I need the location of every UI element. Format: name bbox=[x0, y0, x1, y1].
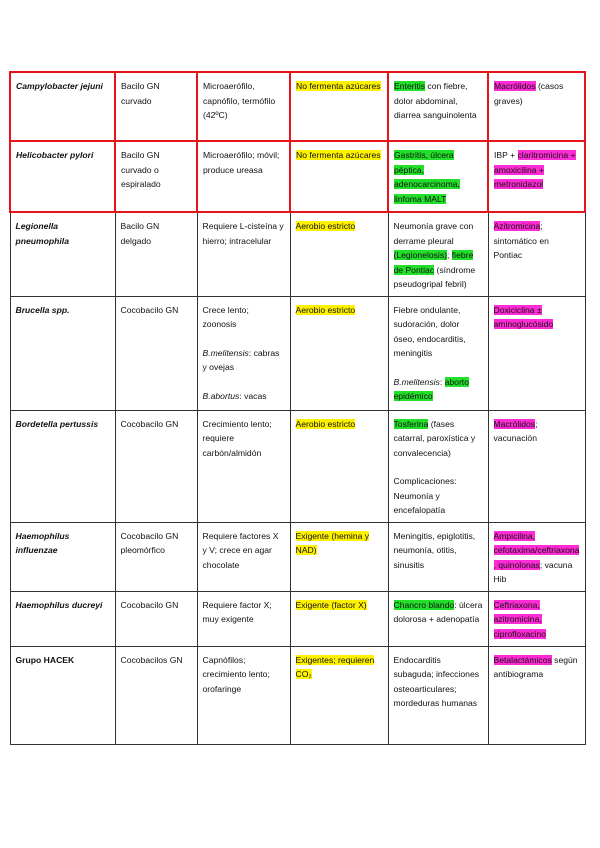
metabolism-cell bbox=[290, 212, 388, 296]
treatment-highlight: Doxiciclina ± aminoglucósido bbox=[493, 304, 554, 329]
treatment-text: ; vacunación bbox=[493, 418, 538, 443]
treatment-highlight: Azitromicina bbox=[493, 221, 541, 231]
growth-text: Crece lento; zoonosis bbox=[202, 304, 249, 329]
table-row bbox=[10, 410, 585, 522]
morphology-cell: Cocobacilo GN bbox=[115, 410, 197, 522]
clinical-text bbox=[394, 417, 483, 461]
growth-cell: Requiere L-cisteína y hierro; intracelular bbox=[197, 212, 290, 296]
clinical-detail: (fases catarral, paroxística y convalecencia) bbox=[393, 418, 476, 458]
table-row bbox=[10, 296, 585, 410]
treatment-highlight: Ampicilina, cefotaxima/ceftriaxona, quinolonas bbox=[493, 530, 580, 570]
treatment-text: según antibiograma bbox=[493, 654, 578, 679]
species-name: B.melitensis bbox=[393, 376, 440, 387]
treatment-cell bbox=[488, 646, 585, 744]
table-row bbox=[10, 646, 585, 744]
growth-detail: : cabras y ovejas bbox=[202, 347, 280, 372]
metabolism-cell bbox=[290, 141, 388, 212]
metabolism-highlight: Exigente (hemina y NAD) bbox=[295, 530, 370, 555]
treatment-cell bbox=[488, 591, 585, 646]
morphology-cell: Cocobacilo GN bbox=[115, 296, 197, 410]
clinical-text bbox=[394, 375, 483, 404]
clinical-sep: : bbox=[439, 376, 445, 387]
table-row bbox=[10, 522, 585, 591]
clinical-text: (síndrome pseudogripal febril) bbox=[393, 264, 476, 289]
table-row bbox=[10, 141, 585, 212]
metabolism-cell bbox=[290, 591, 388, 646]
treatment-text: IBP + bbox=[494, 150, 518, 160]
growth-text bbox=[203, 389, 285, 404]
metabolism-highlight: Exigente (factor X) bbox=[295, 599, 367, 610]
morphology-cell: Cocobacilos GN bbox=[115, 646, 197, 744]
clinical-text: con fiebre, dolor abdominal, diarrea sanguinolenta bbox=[394, 81, 477, 120]
growth-cell: Microaerófilo; móvil; produce ureasa bbox=[197, 141, 290, 212]
morphology-cell: Cocobacilo GN pleomórfico bbox=[115, 522, 197, 591]
clinical-cell bbox=[388, 410, 488, 522]
species-name: B.abortus bbox=[202, 390, 240, 401]
clinical-text: ; bbox=[447, 250, 452, 260]
clinical-highlight: Gastritis, úlcera péptica, adenocarcinoma, linfoma MALT bbox=[394, 150, 460, 204]
metabolism-cell bbox=[290, 296, 388, 410]
morphology-cell: Bacilo GN curvado o espiralado bbox=[115, 141, 197, 212]
treatment-text: ; sintomático en Pontiac bbox=[493, 221, 549, 260]
organism-name: Campylobacter jejuni bbox=[10, 72, 115, 141]
treatment-highlight: Macrólidos bbox=[493, 418, 536, 429]
treatment-highlight: claritromicina + amoxicilina + metronidazol bbox=[494, 150, 576, 189]
treatment-cell bbox=[488, 212, 585, 296]
metabolism-highlight: Aerobio estricto bbox=[295, 304, 356, 315]
organism-name: Helicobacter pylori bbox=[10, 141, 115, 212]
species-name: B.melitensis bbox=[202, 347, 249, 358]
clinical-highlight: Enteritis bbox=[394, 81, 426, 91]
growth-cell: Crecimiento lento; requiere carbón/almidón bbox=[197, 410, 290, 522]
table-row bbox=[10, 591, 585, 646]
treatment-cell bbox=[488, 410, 585, 522]
clinical-text: Neumonía grave con derrame pleural bbox=[393, 221, 474, 246]
treatment-cell bbox=[488, 296, 585, 410]
treatment-text: ; vacuna Hib bbox=[493, 559, 573, 584]
organism-name: Haemophilus ducreyi bbox=[10, 591, 115, 646]
clinical-text: Fiebre ondulante, sudoración, dolor óseo, endocarditis, meningitis bbox=[393, 304, 466, 358]
clinical-cell: Endocarditis subaguda; infecciones osteoarticulares; mordeduras humanas bbox=[388, 646, 488, 744]
organism-name: Grupo HACEK bbox=[10, 646, 115, 744]
clinical-cell: Meningitis, epiglotitis, neumonía, otitis, sinusitis bbox=[388, 522, 488, 591]
metabolism-highlight: Aerobio estricto bbox=[295, 418, 356, 429]
table-row bbox=[10, 212, 585, 296]
treatment-highlight: Betalactámicos bbox=[493, 654, 552, 665]
growth-text bbox=[203, 346, 285, 375]
organism-name: Legionella pneumophila bbox=[10, 212, 115, 296]
bacteria-table bbox=[9, 71, 586, 745]
treatment-cell bbox=[488, 522, 585, 591]
clinical-highlight: Chancro blando bbox=[393, 599, 455, 610]
organism-name: Haemophilus influenzae bbox=[10, 522, 115, 591]
growth-cell: Requiere factores X y V; crece en agar chocolate bbox=[197, 522, 290, 591]
metabolism-highlight: Exigentes; requieren CO₂ bbox=[295, 654, 375, 679]
growth-cell: Microaerófilo, capnófilo, termófilo (42ºC) bbox=[197, 72, 290, 141]
metabolism-cell bbox=[290, 410, 388, 522]
growth-cell: Capnófilos; crecimiento lento; orofaringe bbox=[197, 646, 290, 744]
growth-cell bbox=[197, 296, 290, 410]
clinical-highlight: (Legionelosis) bbox=[393, 250, 448, 260]
clinical-cell bbox=[388, 141, 488, 212]
clinical-highlight: aborto epidémico bbox=[393, 376, 469, 401]
metabolism-cell bbox=[290, 72, 388, 141]
growth-detail: : vacas bbox=[239, 390, 267, 401]
treatment-highlight: Ceftriaxona, azitromicina, ciprofloxacino bbox=[493, 599, 547, 639]
clinical-highlight: fiebre de Pontiac bbox=[393, 250, 474, 275]
treatment-cell bbox=[488, 72, 585, 141]
metabolism-highlight: No fermenta azúcares bbox=[296, 150, 381, 160]
clinical-cell bbox=[388, 72, 488, 141]
treatment-highlight: Macrólidos bbox=[494, 81, 536, 91]
clinical-cell bbox=[388, 296, 488, 410]
clinical-cell bbox=[388, 212, 488, 296]
metabolism-cell bbox=[290, 522, 388, 591]
clinical-text: : úlcera dolorosa + adenopatía bbox=[393, 599, 483, 624]
organism-name: Brucella spp. bbox=[10, 296, 115, 410]
growth-cell: Requiere factor X; muy exigente bbox=[197, 591, 290, 646]
treatment-text: (casos graves) bbox=[494, 81, 564, 106]
morphology-cell: Cocobacilo GN bbox=[115, 591, 197, 646]
treatment-cell bbox=[488, 141, 585, 212]
metabolism-highlight: Aerobio estricto bbox=[295, 221, 356, 231]
metabolism-cell bbox=[290, 646, 388, 744]
metabolism-highlight: No fermenta azúcares bbox=[296, 81, 381, 91]
morphology-cell: Bacilo GN curvado bbox=[115, 72, 197, 141]
morphology-cell: Bacilo GN delgado bbox=[115, 212, 197, 296]
clinical-text: Complicaciones: Neumonía y encefalopatía bbox=[393, 476, 457, 515]
clinical-cell bbox=[388, 591, 488, 646]
table-row bbox=[10, 72, 585, 141]
organism-name: Bordetella pertussis bbox=[10, 410, 115, 522]
clinical-highlight: Tosferina bbox=[393, 418, 429, 429]
